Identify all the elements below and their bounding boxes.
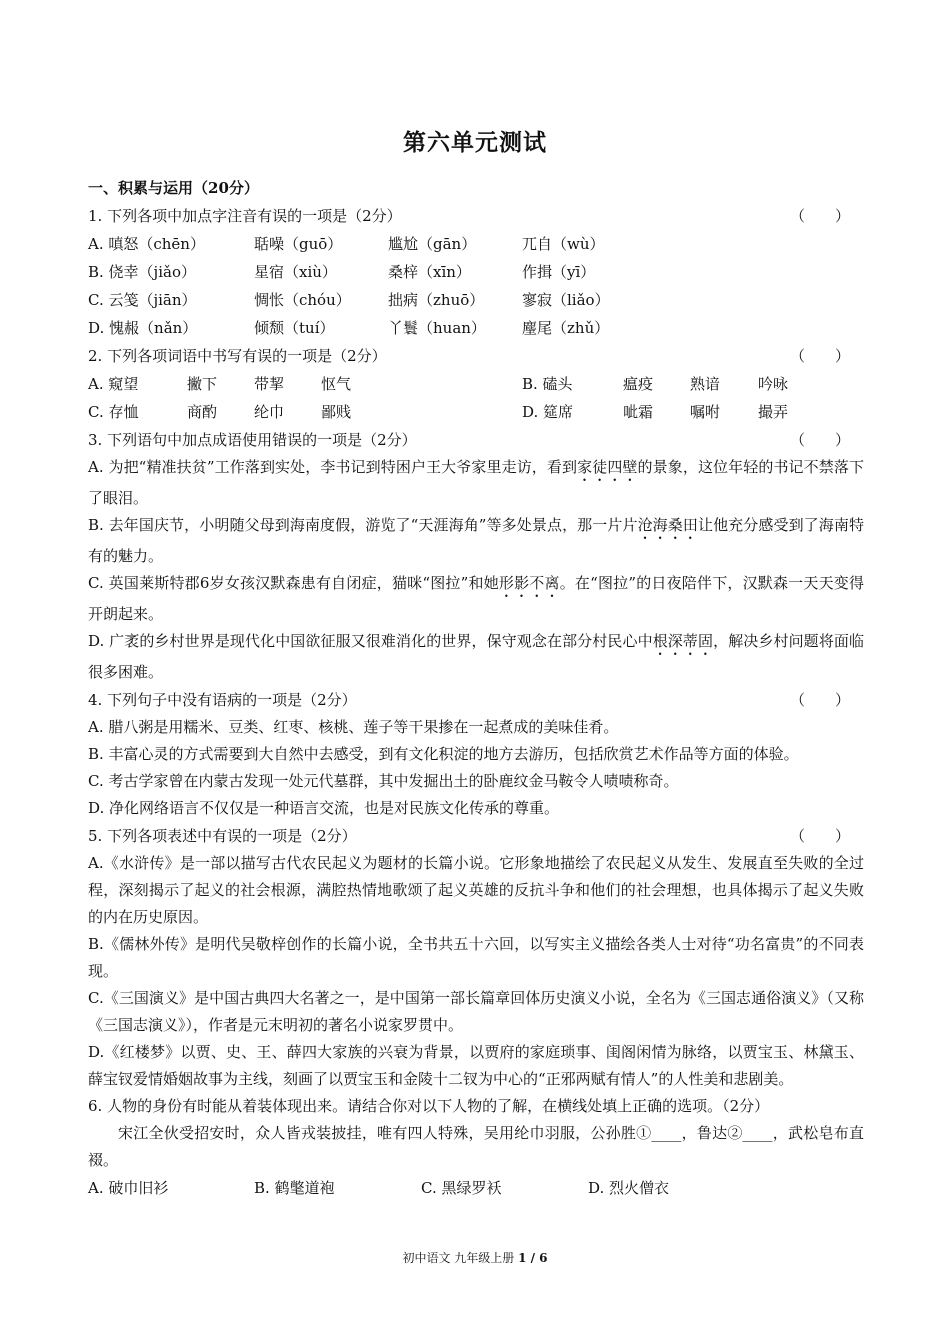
option-text: 倾颓（tuí） (254, 319, 335, 337)
option-text: B. 侥幸（jiǎo） (88, 263, 196, 281)
option-text: 兀自（wù） (522, 235, 605, 253)
option-text: 寥寂（liǎo） (522, 291, 610, 309)
dotted-idiom: 家徒四壁 (577, 458, 638, 476)
page-number: 1 / 6 (518, 1251, 548, 1265)
option-paragraph: B.《儒林外传》是明代吴敬梓创作的长篇小说，全书共五十六回，以写实主义描绘各类人士对待“功名富贵”的不同表现。 (88, 935, 864, 980)
option-text: B. 鹤氅道袍 (254, 1179, 335, 1197)
option-row (88, 314, 864, 342)
answer-bracket: （ ） (789, 347, 850, 365)
answer-bracket: （ ） (789, 207, 850, 225)
question-4-stem (88, 686, 864, 714)
option-paragraph: C. 考古学家曾在内蒙古发现一处元代墓群，其中发掘出土的卧鹿纹金马鞍令人啧啧称奇。 (88, 772, 679, 790)
option-text: B. 去年国庆节，小明随父母到海南度假，游览了“天涯海角”等多处景点，那一片片 (88, 516, 638, 534)
page-footer (0, 1249, 950, 1266)
option-text: 商酌 (187, 403, 218, 421)
answer-bracket: （ ） (789, 691, 850, 709)
option-text: 瘟疫 (623, 375, 654, 393)
dotted-idiom: 形影不离 (498, 574, 560, 592)
option-text: 桑梓（xīn） (388, 263, 471, 281)
option-paragraph: A. 腊八粥是用糯米、豆类、红枣、核桃、莲子等干果掺在一起煮成的美味佳肴。 (88, 718, 619, 736)
option-text: D. 愧赧（nǎn） (88, 319, 198, 337)
option-text: 吟咏 (758, 375, 789, 393)
option-text: 嘱咐 (690, 403, 721, 421)
option-text: 鄙贱 (321, 403, 352, 421)
option-text: 怄气 (321, 375, 352, 393)
option-text: C. 云笺（jiān） (88, 291, 197, 309)
option-paragraph: D. 净化网络语言不仅仅是一种语言交流，也是对民族文化传承的尊重。 (88, 799, 560, 817)
option-text: 聒噪（guō） (254, 235, 343, 253)
option-text: D. 烈火僧衣 (588, 1179, 670, 1197)
option-paragraph (88, 570, 864, 628)
option-text: 。在“图拉”的日夜陪伴下，汉默森一天天变得开朗起来。 (88, 574, 864, 623)
question-3-stem (88, 426, 864, 454)
option-paragraph (88, 628, 864, 686)
option-text: A. 为把“精准扶贫”工作落到实处，李书记到特困户王大爷家里走访，看到 (88, 458, 578, 476)
option-text: B. 磕头 (522, 375, 573, 393)
option-text: 尴尬（gān） (388, 235, 477, 253)
option-text: C. 存恤 (88, 403, 139, 421)
question-text: 1. 下列各项中加点字注音有误的一项是（2分） (88, 207, 402, 225)
option-paragraph: B. 丰富心灵的方式需要到大自然中去感受，到有文化积淀的地方去游历，包括欣赏艺术作品等方面的体验。 (88, 745, 799, 763)
option-text: ，解决乡村问题将面临很多困难。 (88, 632, 864, 681)
question-text: 2. 下列各项词语中书写有误的一项是（2分） (88, 347, 387, 365)
option-text: 麈尾（zhǔ） (522, 319, 610, 337)
option-row (88, 258, 864, 286)
option-row (88, 370, 864, 398)
answer-bracket: （ ） (789, 827, 850, 845)
question-text: 4. 下列句子中没有语病的一项是（2分） (88, 691, 357, 709)
option-text: C. 黑绿罗袄 (421, 1179, 502, 1197)
question-text: 3. 下列语句中加点成语使用错误的一项是（2分） (88, 431, 417, 449)
option-text: 纶巾 (254, 403, 285, 421)
option-paragraph: C.《三国演义》是中国古典四大名著之一，是中国第一部长篇章回体历史演义小说，全名为《三国志通俗演义》（又称《三国志演义》），作者是元末明初的著名小说家罗贯中。 (88, 989, 864, 1034)
question-6-passage: 宋江全伙受招安时，众人皆戎装披挂，唯有四人特殊，吴用纶巾羽服，公孙胜①____，鲁达②____，武松皂布直裰。 (88, 1124, 864, 1169)
option-text: D. 广袤的乡村世界是现代化中国欲征服又很难消化的世界，保守观念在部分村民心中 (88, 632, 653, 650)
option-text: D. 筵席 (522, 403, 574, 421)
option-text: 的景象，这位年轻的书记不禁落下了眼泪。 (88, 458, 864, 507)
option-text: A. 窥望 (88, 375, 139, 393)
option-paragraph (88, 454, 864, 512)
question-6-stem: 6. 人物的身份有时能从着装体现出来。请结合你对以下人物的了解，在横线处填上正确的选项。（2分） (88, 1097, 770, 1115)
question-2-stem (88, 342, 864, 370)
question-1-stem (88, 202, 864, 230)
option-text: 作揖（yī） (522, 263, 596, 281)
option-row (88, 398, 864, 426)
page-title: 第六单元测试 (403, 129, 547, 156)
option-text: A. 破巾旧衫 (88, 1179, 169, 1197)
option-row (88, 1174, 864, 1202)
option-text: 呲霜 (623, 403, 654, 421)
option-paragraph: D.《红楼梦》以贾、史、王、薛四大家族的兴衰为背景，以贾府的家庭琐事、闺阁闲情为脉络，以贾宝玉、林黛玉、薛宝钗爱情婚姻故事为主线，刻画了以贾宝玉和金陵十二钗为中心的“正邪两赋有情人”的人性美和悲剧美。 (88, 1043, 864, 1088)
option-text: 拙病（zhuō） (388, 291, 485, 309)
option-text: 带挈 (254, 375, 285, 393)
section-heading: 一、积累与运用（20分） (88, 179, 259, 197)
document-body (88, 174, 864, 1202)
option-text: 丫鬟（huan） (388, 319, 486, 337)
option-text: 星宿（xiù） (254, 263, 337, 281)
question-5-stem (88, 822, 864, 850)
footer-text: 初中语文 九年级上册 (402, 1251, 519, 1265)
option-paragraph (88, 512, 864, 570)
option-text: A. 嗔怒（chēn） (88, 235, 205, 253)
option-text: 撮弄 (758, 403, 789, 421)
option-text: 熟谙 (690, 375, 721, 393)
answer-bracket: （ ） (789, 431, 850, 449)
question-text: 5. 下列各项表述中有误的一项是（2分） (88, 827, 357, 845)
option-paragraph: A.《水浒传》是一部以描写古代农民起义为题材的长篇小说。它形象地描绘了农民起义从发生、发展直至失败的全过程，深刻揭示了起义的社会根源，满腔热情地歌颂了起义英雄的反抗斗争和他们的社会理想，也具体揭示了起义失败的内在历史原因。 (88, 854, 864, 926)
option-row (88, 230, 864, 258)
dotted-idiom: 根深蒂固 (652, 632, 714, 650)
option-text: C. 英国莱斯特郡6岁女孩汉默森患有自闭症，猫咪“图拉”和她 (88, 574, 499, 592)
option-row (88, 286, 864, 314)
option-text: 撇下 (187, 375, 218, 393)
option-text: 让他充分感受到了海南特有的魅力。 (88, 516, 864, 565)
dotted-idiom: 沧海桑田 (637, 516, 698, 534)
option-text: 惆怅（chóu） (254, 291, 351, 309)
